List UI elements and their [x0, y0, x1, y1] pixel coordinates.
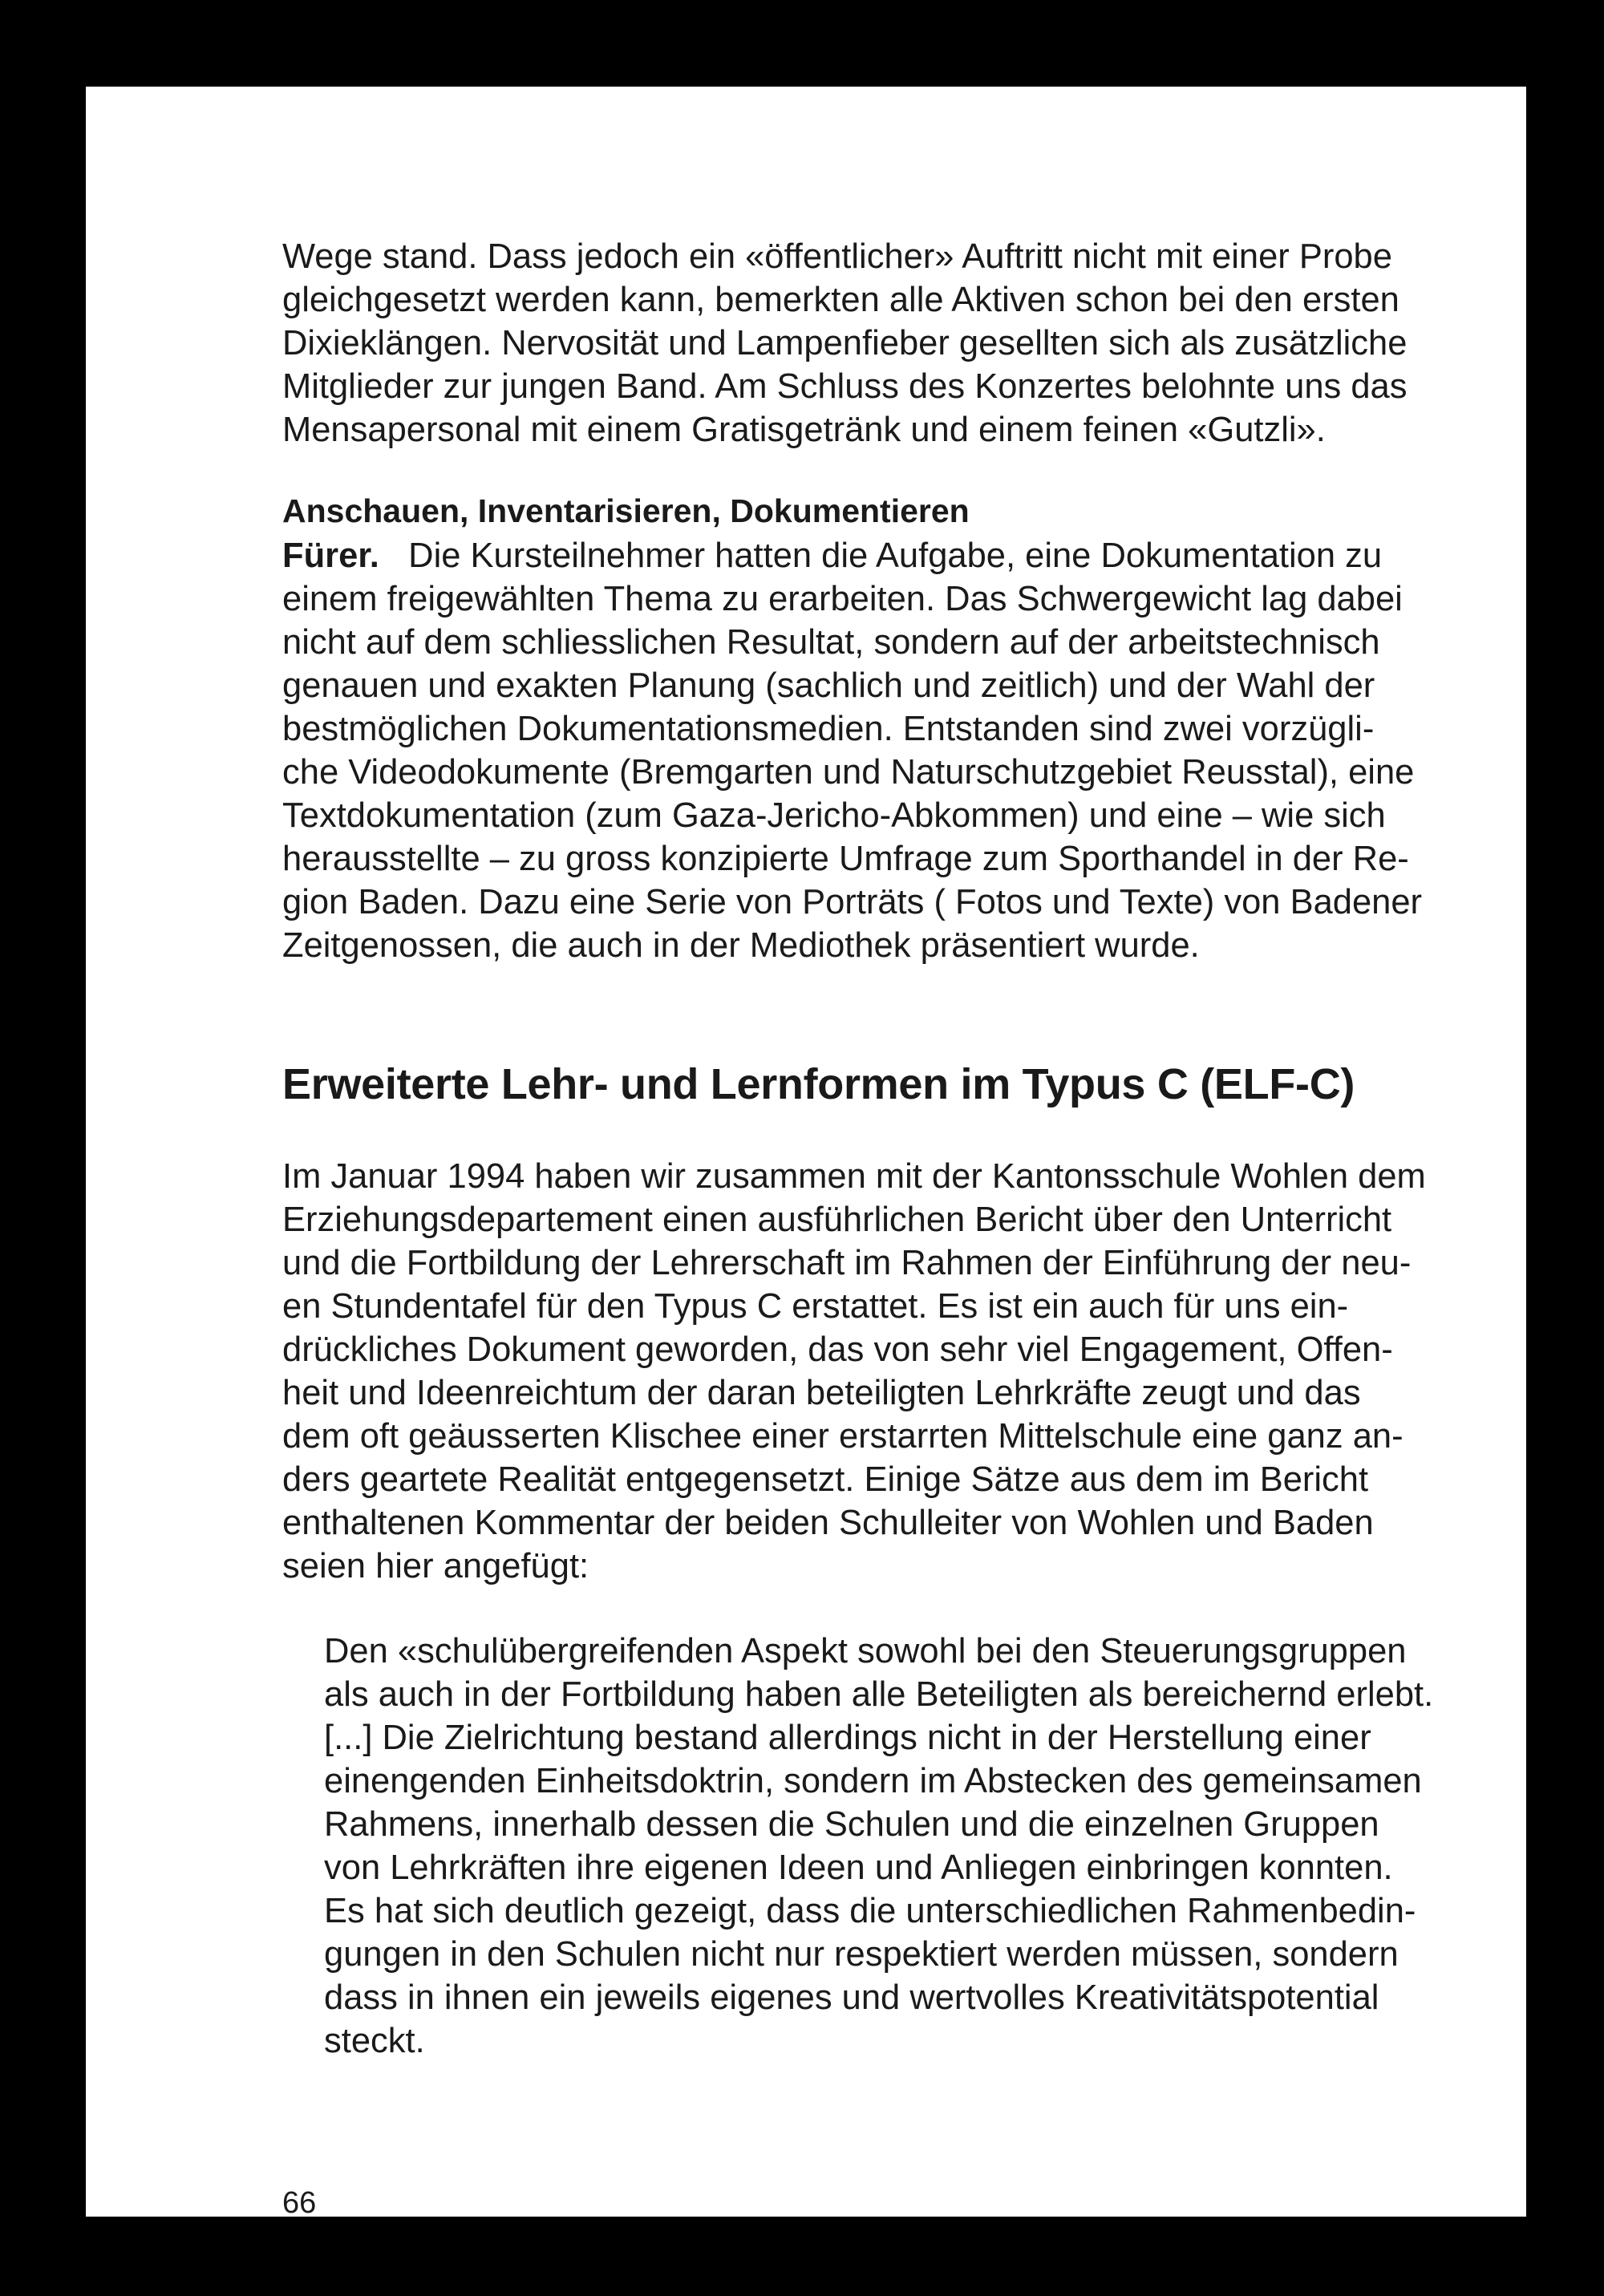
- text-line: gion Baden. Dazu eine Serie von Porträts ( Fotos und Texte) von Badener: [282, 883, 1423, 921]
- scanned-page: [86, 87, 1526, 2220]
- text-line: einem freigewählten Thema zu erarbeiten. Das Schwergewicht lag dabei: [282, 580, 1403, 618]
- continuation-paragraph: [282, 235, 1540, 452]
- quote-line: dass in ihnen ein jeweils eigenes und wertvolles Kreativitätspotential: [324, 1978, 1379, 2017]
- text-line: Mensapersonal mit einem Gratisgetränk und einem feinen «Gutzli».: [282, 411, 1326, 449]
- text-line: und die Fortbildung der Lehrerschaft im Rahmen der Einführung der neu-: [282, 1244, 1412, 1282]
- quote-line: Rahmens, innerhalb dessen die Schulen und die einzelnen Gruppen: [324, 1805, 1379, 1844]
- text-line: bestmöglichen Dokumentationsmedien. Entstanden sind zwei vorzügli-: [282, 710, 1375, 748]
- text-line: Dixieklängen. Nervosität und Lampenfieber gesellten sich als zusätzliche: [282, 324, 1408, 362]
- quote-line: einengenden Einheitsdoktrin, sondern im Abstecken des gemeinsamen: [324, 1762, 1422, 1800]
- text-segment: Die Kursteilnehmer hatten die Aufgabe, eine Dokumentation zu: [408, 537, 1383, 575]
- text-line: enthaltenen Kommentar der beiden Schulleiter von Wohlen und Baden: [282, 1504, 1374, 1542]
- section-paragraph: [282, 1155, 1540, 1588]
- quote-line: steckt.: [324, 2022, 425, 2060]
- text-line: seien hier angefügt:: [282, 1547, 589, 1585]
- text-line: herausstellte – zu gross konzipierte Umfrage zum Sporthandel in der Re-: [282, 840, 1409, 878]
- text-line: Wege stand. Dass jedoch ein «öffentlicher» Auftritt nicht mit einer Probe: [282, 237, 1392, 276]
- page-number: 66: [282, 2186, 317, 2220]
- block-quote: [324, 1630, 1540, 2063]
- text-line: Erziehungsdepartement einen ausführlichen Bericht über den Unterricht: [282, 1201, 1392, 1239]
- text-line: gleichgesetzt werden kann, bemerkten alle Aktiven schon bei den ersten: [282, 281, 1399, 319]
- page-content: [282, 235, 1540, 2063]
- quote-line: Es hat sich deutlich gezeigt, dass die unterschiedlichen Rahmenbedin-: [324, 1892, 1416, 1930]
- text-line: Zeitgenossen, die auch in der Mediothek präsentiert wurde.: [282, 926, 1200, 965]
- quote-line: [...] Die Zielrichtung bestand allerdings nicht in der Herstellung einer: [324, 1719, 1371, 1757]
- quote-line: als auch in der Fortbildung haben alle Beteiligten als bereichernd erlebt.: [324, 1675, 1434, 1714]
- text-line: Im Januar 1994 haben wir zusammen mit der Kantonsschule Wohlen dem: [282, 1157, 1426, 1196]
- subsection-paragraph: [282, 534, 1540, 967]
- author-name: Fürer.: [282, 537, 379, 575]
- text-line: drückliches Dokument geworden, das von sehr viel Engagement, Offen-: [282, 1330, 1393, 1369]
- text-line: en Stundentafel für den Typus C erstattet. Es ist ein auch für uns ein-: [282, 1287, 1349, 1326]
- text-line: Textdokumentation (zum Gaza-Jericho-Abkommen) und eine – wie sich: [282, 796, 1386, 835]
- section-title: Erweiterte Lehr- und Lernformen im Typus C (ELF-C): [282, 1060, 1355, 1108]
- quote-line: von Lehrkräften ihre eigenen Ideen und Anliegen einbringen konnten.: [324, 1849, 1393, 1887]
- text-line: che Videodokumente (Bremgarten und Naturschutzgebiet Reusstal), eine: [282, 753, 1415, 792]
- quote-line: Den «schulübergreifenden Aspekt sowohl bei den Steuerungsgruppen: [324, 1632, 1407, 1670]
- text-line: genauen und exakten Planung (sachlich und zeitlich) und der Wahl der: [282, 666, 1375, 705]
- text-line: ders geartete Realität entgegensetzt. Einige Sätze aus dem im Bericht: [282, 1460, 1369, 1499]
- subsection-title: Anschauen, Inventarisieren, Dokumentieren: [282, 492, 970, 529]
- text-line: [282, 534, 1540, 577]
- text-line: nicht auf dem schliesslichen Resultat, sondern auf der arbeitstechnisch: [282, 623, 1380, 662]
- text-line: heit und Ideenreichtum der daran beteiligten Lehrkräfte zeugt und das: [282, 1374, 1361, 1412]
- text-line: Mitglieder zur jungen Band. Am Schluss des Konzertes belohnte uns das: [282, 367, 1408, 406]
- quote-line: gungen in den Schulen nicht nur respektiert werden müssen, sondern: [324, 1935, 1399, 1974]
- text-line: dem oft geäusserten Klischee einer erstarrten Mittelschule eine ganz an-: [282, 1417, 1404, 1456]
